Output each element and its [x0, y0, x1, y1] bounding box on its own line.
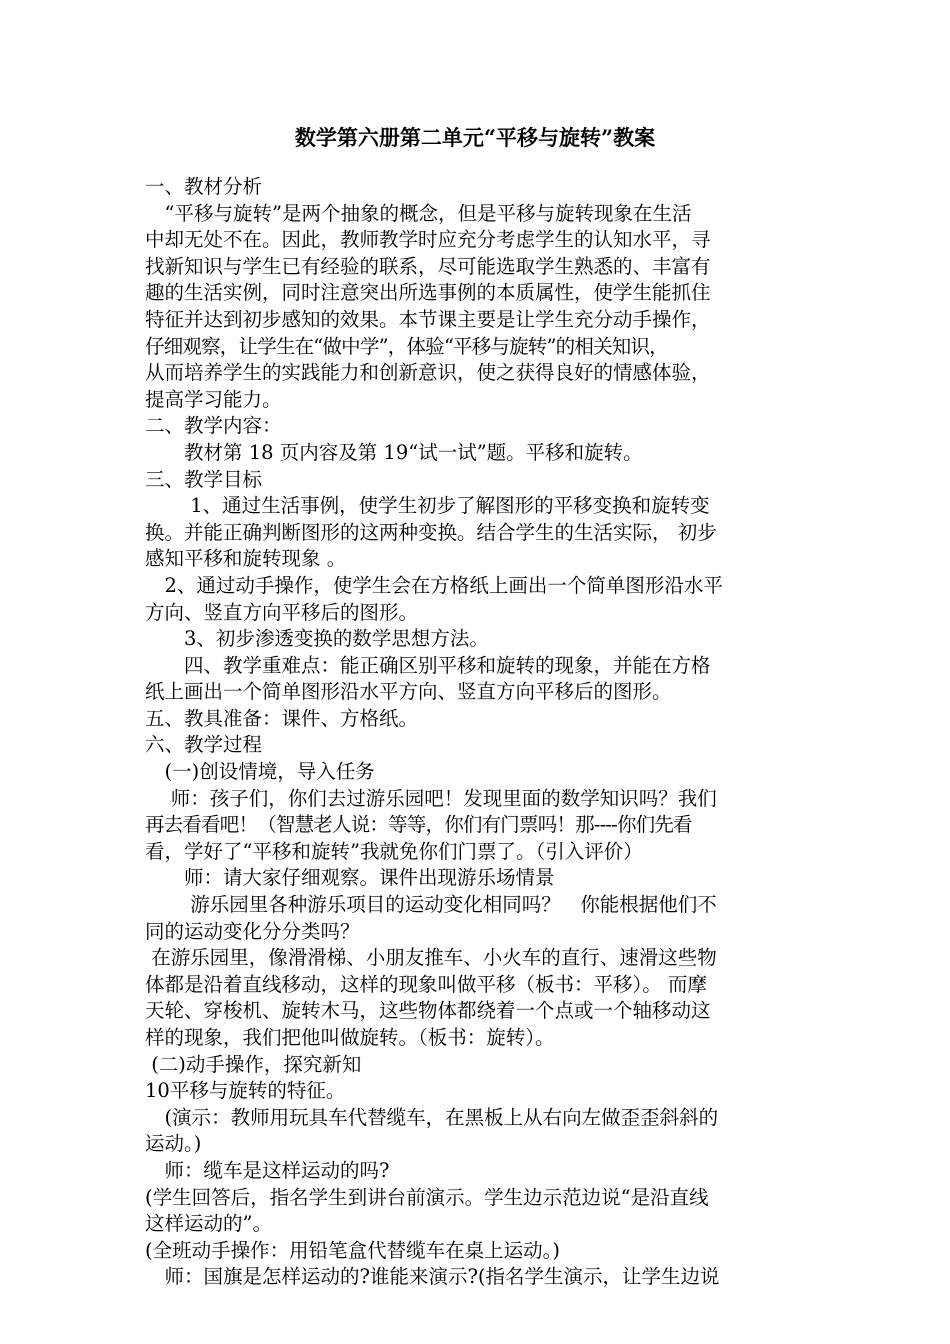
paragraph-line: 游乐园里各种游乐项目的运动变化相同吗？ 你能根据他们不	[145, 893, 717, 917]
section-heading-teaching-goals: 三、教学目标	[145, 467, 263, 491]
paragraph-line: 再去看看吧！（智慧老人说：等等，你们有门票吗！那----你们先看	[145, 813, 692, 837]
paragraph-line: 体都是沿着直线移动，这样的现象叫做平移（板书：平移）。 而摩	[145, 972, 707, 996]
paragraph-line: (演示：教师用玩具车代替缆车，在黑板上从右向左做歪歪斜斜的	[145, 1105, 719, 1129]
paragraph-line: 在游乐园里，像滑滑梯、小朋友推车、小火车的直行、速滑这些物	[145, 946, 717, 970]
paragraph-line: 趣的生活实例，同时注意突出所选事例的本质属性，使学生能抓住	[145, 281, 711, 305]
paragraph-line: 1、通过生活事例，使学生初步了解图形的平移变换和旋转变	[145, 494, 710, 518]
paragraph-line: 特征并达到初步感知的效果。本节课主要是让学生充分动手操作，	[145, 307, 711, 331]
paragraph-line: 3、初步渗透变换的数学思想方法。	[145, 627, 489, 651]
paragraph-line: 教材第 18 页内容及第 19“试一试”题。平移和旋转。	[145, 440, 643, 464]
paragraph-line: 纸上画出一个简单图形沿水平方向、竖直方向平移后的图形。	[145, 680, 672, 704]
paragraph-line: 师：孩子们，你们去过游乐园吧！发现里面的数学知识吗？我们	[145, 786, 717, 810]
paragraph-line: 感知平移和旋转现象 。	[145, 547, 347, 571]
document-title: 数学第六册第二单元“平移与旋转”教案	[294, 125, 656, 150]
paragraph-line: 从而培养学生的实践能力和创新意识，使之获得良好的情感体验，	[145, 361, 711, 385]
subsection-heading: (一)创设情境，导入任务	[145, 760, 375, 784]
paragraph-line: 师：请大家仔细观察。课件出现游乐场情景	[145, 866, 555, 890]
paragraph-line: 提高学习能力。	[145, 387, 282, 411]
paragraph-line: 找新知识与学生已有经验的联系，尽可能选取学生熟悉的、丰富有	[145, 254, 711, 278]
document-body	[145, 174, 825, 1291]
section-heading-teaching-content: 二、教学内容：	[145, 414, 282, 438]
paragraph-line: (学生回答后，指名学生到讲台前演示。学生边示范边说“是沿直线	[145, 1185, 709, 1209]
section-heading-teaching-process: 六、教学过程	[145, 733, 263, 757]
paragraph-line: 同的运动变化分分类吗？	[145, 919, 360, 943]
section-heading-key-points: 四、教学重难点：能正确区别平移和旋转的现象，并能在方格	[145, 653, 711, 677]
paragraph-line: 师：国旗是怎样运动的?谁能来演示?(指名学生演示，让学生边说	[145, 1265, 720, 1289]
paragraph-line: 天轮、穿梭机、旋转木马，这些物体都绕着一个点或一个轴移动这	[145, 999, 711, 1023]
section-heading-teaching-aids: 五、教具准备：课件、方格纸。	[145, 706, 419, 730]
paragraph-line: 方向、竖直方向平移后的图形。	[145, 600, 419, 624]
paragraph-line: 换。并能正确判断图形的这两种变换。结合学生的生活实际， 初步	[145, 520, 717, 544]
paragraph-line: 看，学好了“平移和旋转”我就免你们门票了。（引入评价）	[145, 839, 643, 863]
subsection-heading: (二)动手操作，探究新知	[145, 1052, 362, 1076]
section-heading-textbook-analysis: 一、教材分析	[145, 175, 263, 198]
paragraph-line: 2、通过动手操作，使学生会在方格纸上画出一个简单图形沿水平	[145, 573, 723, 597]
paragraph-line: 这样运动的”。	[145, 1212, 272, 1236]
paragraph-line: 样的现象，我们把他叫做旋转。（板书：旋转）。	[145, 1026, 555, 1049]
paragraph-line: (全班动手操作：用铅笔盒代替缆车在桌上运动。)	[145, 1238, 560, 1262]
paragraph-line: 运动。)	[145, 1132, 202, 1156]
paragraph-line: 中却无处不在。因此，教师教学时应充分考虑学生的认知水平，寻	[145, 228, 711, 252]
paragraph-line: “平移与旋转”是两个抽象的概念，但是平移与旋转现象在生活	[145, 201, 692, 225]
paragraph-line: 仔细观察，让学生在“做中学”，体验“平移与旋转”的相关知识，	[145, 334, 668, 358]
paragraph-line: 10平移与旋转的特征。	[145, 1079, 346, 1103]
paragraph-line: 师：缆车是这样运动的吗?	[145, 1158, 390, 1182]
